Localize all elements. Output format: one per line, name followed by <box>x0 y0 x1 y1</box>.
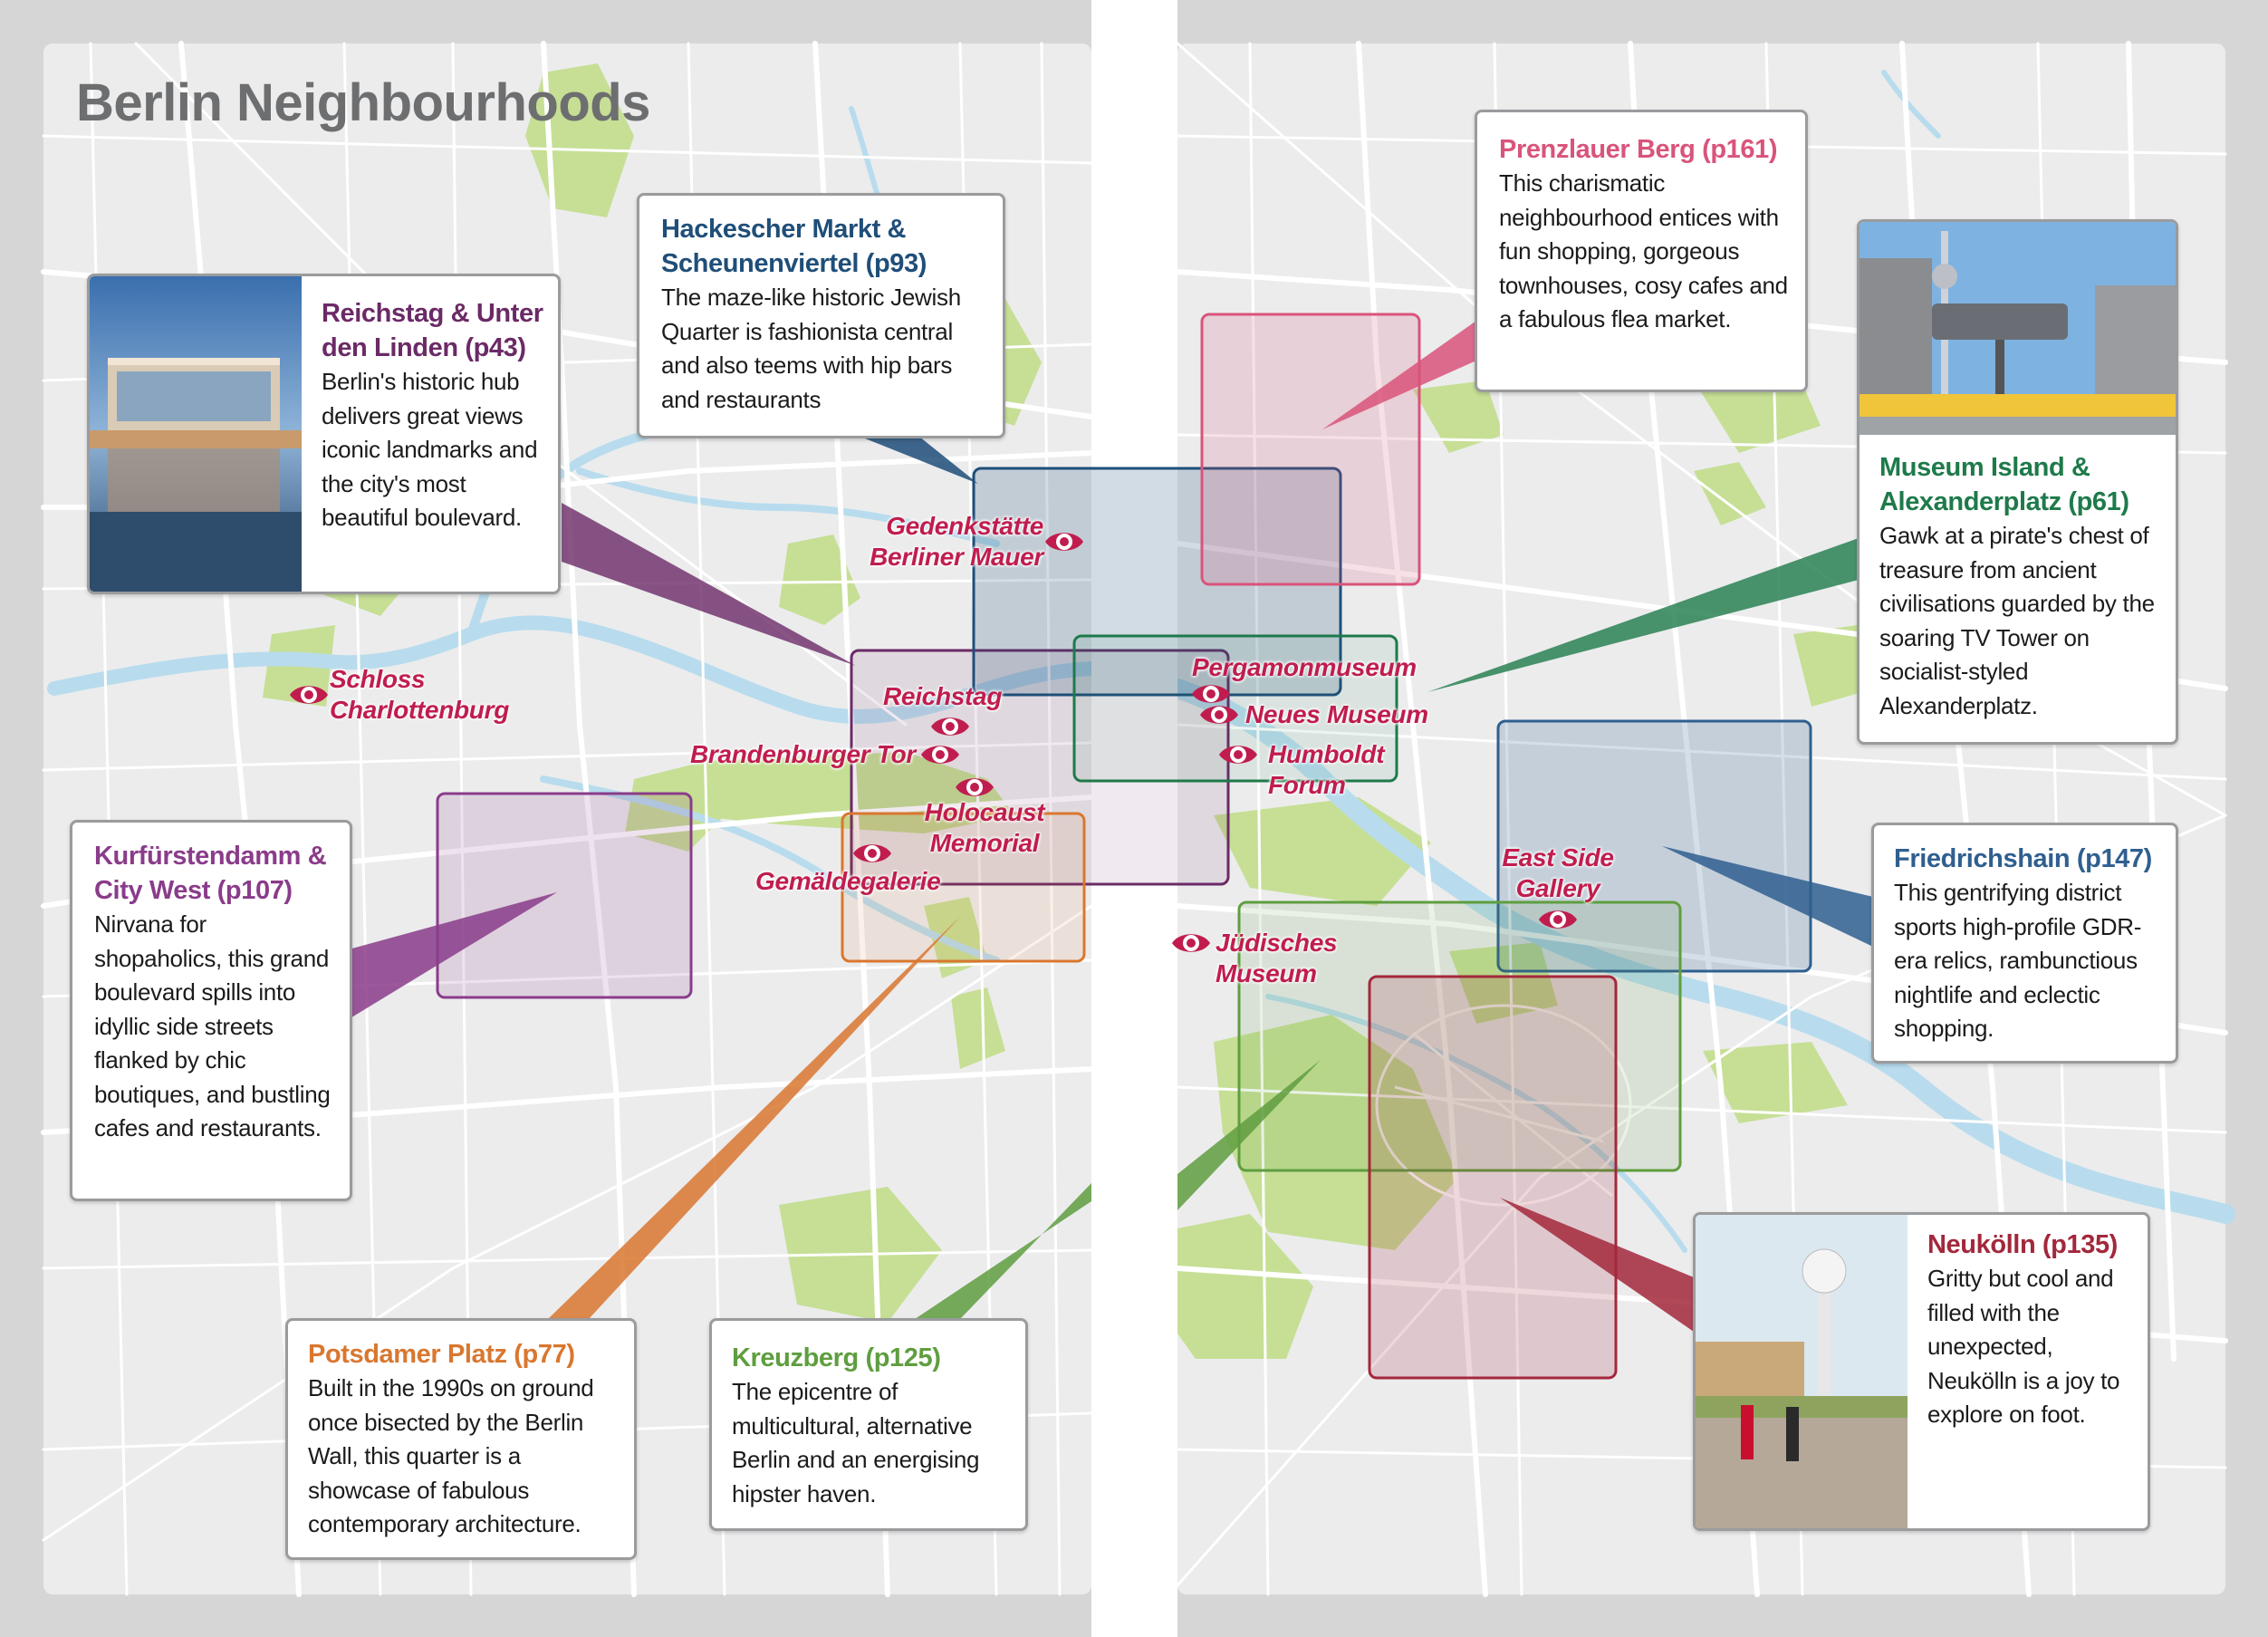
sight-gemaeldegalerie[interactable] <box>755 866 940 897</box>
tempelhof-photo <box>1696 1215 1908 1528</box>
card-hackescher-text: The maze-like historic Jewish Quarter is fashionista central and also teems with hip bars and restaurants <box>661 284 961 413</box>
card-potsdamer-title: Potsdamer Platz (p77) <box>308 1340 575 1369</box>
card-reichstag-title: Reichstag & Unter den Linden (p43) <box>322 299 543 362</box>
sight-reichstag-label: Reichstag <box>883 682 1003 710</box>
card-prenzlauer[interactable] <box>1475 110 1808 392</box>
card-reichstag-text: Berlin's historic hub delivers great views iconic landmarks and the city's most beautiful boulevard. <box>322 368 538 531</box>
reichstag-photo <box>90 276 302 592</box>
eye-icon <box>929 711 971 742</box>
card-museum-island-title: Museum Island & Alexanderplatz (p61) <box>1879 453 2129 516</box>
sight-humboldt-label: Humboldt Forum <box>1268 740 1385 799</box>
card-kreuzberg-text: The epicentre of multicultural, alternative Berlin and an energising hipster haven. <box>732 1378 980 1507</box>
card-kreuzberg-title: Kreuzberg (p125) <box>732 1343 941 1372</box>
sight-neues-label: Neues Museum <box>1245 700 1428 728</box>
eye-icon <box>851 838 893 869</box>
card-prenzlauer-text: This charismatic neighbourhood entices with fun shopping, gorgeous townhouses, cosy cafes and a fabulous flea market. <box>1499 169 1788 332</box>
card-museum-island[interactable] <box>1857 219 2178 745</box>
alexanderplatz-photo <box>1860 222 2176 435</box>
eye-icon <box>288 679 330 710</box>
sight-gedenkstaette-label: Gedenkstätte Berliner Mauer <box>870 512 1043 571</box>
card-neukoelln-title: Neukölln (p135) <box>1927 1230 2118 1259</box>
sight-pergamon-label: Pergamonmuseum <box>1192 653 1417 681</box>
card-kreuzberg[interactable] <box>709 1318 1028 1531</box>
eye-icon <box>1043 526 1085 557</box>
sight-eastside-label: East Side Gallery <box>1502 843 1614 902</box>
card-reichstag[interactable] <box>87 274 561 594</box>
card-kurfuerstendamm-text: Nirvana for shopaholics, this grand boulevard spills into idyllic side streets flanked by chic boutiques, and bustling cafes and restaurants. <box>94 910 331 1141</box>
card-kurfuerstendamm[interactable] <box>70 820 352 1201</box>
eye-icon <box>1170 928 1212 958</box>
sight-schloss[interactable] <box>288 664 560 726</box>
page-title: Berlin Neighbourhoods <box>76 73 650 132</box>
sight-holocaust[interactable] <box>908 797 1062 859</box>
card-potsdamer-text: Built in the 1990s on ground once bisected by the Berlin Wall, this quarter is a showcase of fabulous contemporary architecture. <box>308 1374 594 1537</box>
sight-schloss-label: Schloss Charlottenburg <box>330 665 510 724</box>
card-potsdamer[interactable] <box>285 1318 637 1560</box>
card-friedrichshain[interactable] <box>1871 823 2178 1064</box>
eye-icon <box>1537 904 1579 935</box>
sight-juedisches[interactable] <box>1170 928 1379 989</box>
eye-icon <box>919 739 961 770</box>
eye-icon <box>1198 699 1240 730</box>
sight-reichstag[interactable] <box>883 681 1002 712</box>
sight-gemaeldegalerie-label: Gemäldegalerie <box>755 867 941 895</box>
sight-neues[interactable] <box>1198 699 1428 730</box>
sight-brandenburger-label: Brandenburger Tor <box>690 740 916 768</box>
card-hackescher[interactable] <box>637 193 1005 438</box>
sight-holocaust-label: Holocaust Memorial <box>924 798 1045 857</box>
card-friedrichshain-title: Friedrichshain (p147) <box>1894 844 2152 873</box>
sight-brandenburger[interactable] <box>690 739 961 770</box>
card-prenzlauer-title: Prenzlauer Berg (p161) <box>1499 135 1778 164</box>
card-friedrichshain-text: This gentrifying district sports high-profile GDR-era relics, rambunctious nightlife and eclectic shopping. <box>1894 879 2142 1042</box>
card-neukoelln-text: Gritty but cool and filled with the unexpected, Neukölln is a joy to explore on foot. <box>1927 1265 2120 1428</box>
sight-juedisches-label: Jüdisches Museum <box>1216 929 1338 987</box>
sight-gedenkstaette[interactable] <box>842 511 1087 573</box>
sight-humboldt[interactable] <box>1217 739 1426 801</box>
card-hackescher-title: Hackescher Markt & Scheunenviertel (p93) <box>661 215 927 278</box>
card-kurfuerstendamm-title: Kurfürstendamm & City West (p107) <box>94 842 327 905</box>
card-museum-island-text: Gawk at a pirate's chest of treasure from ancient civilisations guarded by the soaring TV Tower on socialist-styled Alexanderplatz. <box>1879 522 2155 719</box>
sight-eastside[interactable] <box>1485 843 1630 935</box>
eye-icon <box>1217 739 1259 770</box>
card-neukoelln[interactable] <box>1693 1212 2150 1531</box>
